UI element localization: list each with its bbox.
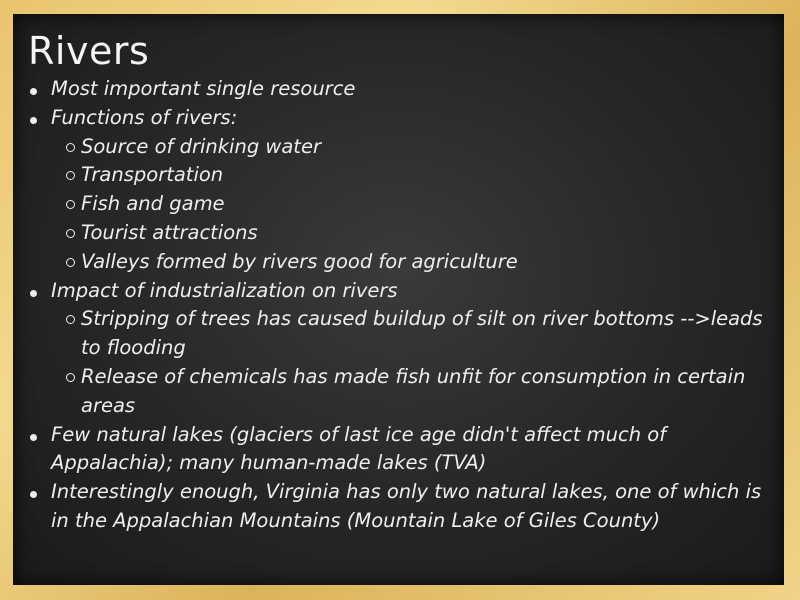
- sub-bullet-item: [13, 363, 784, 421]
- bullet-text: Functions of rivers:: [51, 105, 238, 129]
- bullet-text: Few natural lakes (glaciers of last ice age didn't affect much of Appalachia); many human-made lakes (TVA): [51, 422, 667, 475]
- sub-bullet-text: Stripping of trees has caused buildup of silt on river bottoms -->leads to flooding: [81, 307, 763, 360]
- sub-bullet-item: [13, 190, 784, 219]
- bullet-circle-icon: [66, 143, 75, 152]
- sub-bullet-item: [13, 133, 784, 162]
- bullet-item: [13, 104, 784, 133]
- sub-bullet-text: Tourist attractions: [81, 220, 258, 244]
- bullet-circle-icon: [66, 315, 75, 324]
- sub-bullet-item: [13, 248, 784, 277]
- bullet-dot-icon: [30, 290, 37, 297]
- sub-bullet-item: [13, 305, 784, 363]
- chalkboard: [13, 14, 784, 585]
- sub-bullet-text: Source of drinking water: [81, 134, 321, 158]
- sub-bullet-item: [13, 219, 784, 248]
- bullet-text: Impact of industrialization on rivers: [51, 278, 398, 302]
- bullet-circle-icon: [66, 171, 75, 180]
- sub-bullet-text: Transportation: [81, 163, 224, 187]
- bullet-circle-icon: [66, 200, 75, 209]
- bullet-list: [13, 75, 784, 536]
- bullet-dot-icon: [30, 88, 37, 95]
- bullet-item: [13, 421, 784, 479]
- sub-bullet-item: [13, 161, 784, 190]
- bullet-circle-icon: [66, 258, 75, 267]
- sub-bullet-text: Fish and game: [81, 192, 225, 216]
- bullet-item: [13, 478, 784, 536]
- bullet-dot-icon: [30, 117, 37, 124]
- bullet-circle-icon: [66, 229, 75, 238]
- sub-bullet-text: Release of chemicals has made fish unfit for consumption in certain areas: [81, 364, 746, 417]
- bullet-item: [13, 277, 784, 306]
- sub-bullet-text: Valleys formed by rivers good for agriculture: [81, 249, 518, 273]
- bullet-dot-icon: [30, 491, 37, 498]
- bullet-circle-icon: [66, 373, 75, 382]
- bullet-text: Interestingly enough, Virginia has only two natural lakes, one of which is in the Appalachian Mountains (Mountain Lake of Giles County): [51, 480, 762, 532]
- bullet-item: [13, 75, 784, 104]
- bullet-dot-icon: [30, 434, 37, 441]
- bullet-text: Most important single resource: [51, 77, 356, 100]
- slide-title: Rivers: [28, 29, 150, 73]
